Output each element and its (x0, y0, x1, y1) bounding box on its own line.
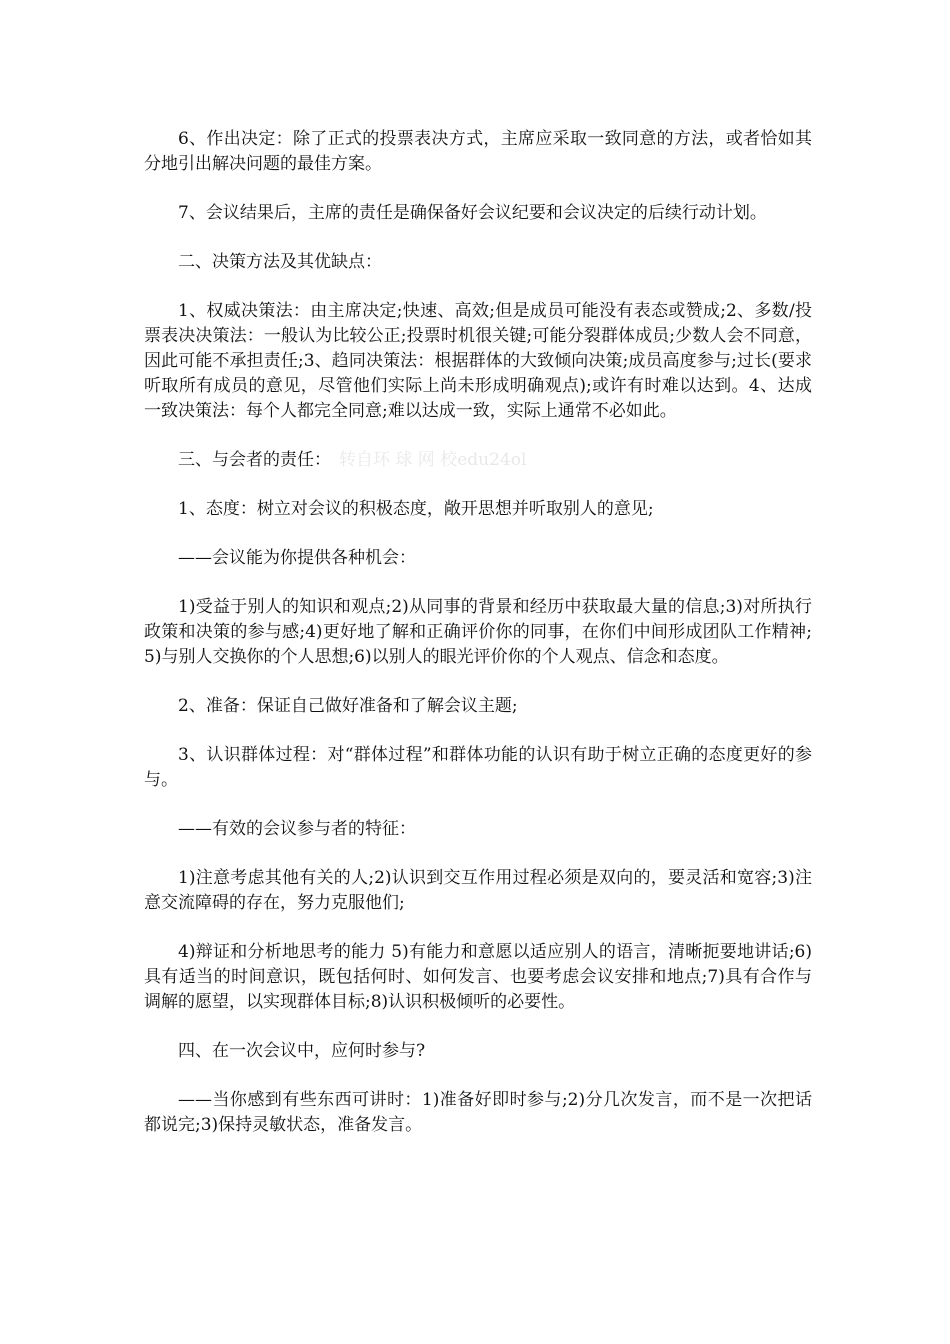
paragraph-opportunities-intro: ——会议能为你提供各种机会： (178, 548, 416, 568)
section-heading-decision-methods: 二、决策方法及其优缺点： (178, 252, 382, 272)
document-body (144, 127, 812, 1162)
paragraph-group-process: 3、认识群体过程：对“群体过程”和群体功能的认识有助于树立正确的态度更好的参与。 (144, 745, 812, 790)
paragraph-attitude: 1、态度：树立对会议的积极态度，敞开思想并听取别人的意见; (178, 499, 654, 519)
paragraph-traits-list-2: 4)辩证和分析地思考的能力 5)有能力和意愿以适应别人的语言，清晰扼要地讲话;6)具有适当的时间意识，既包括何时、如何发言、也要考虑会议安排和地点;7)具有合作与调解的愿望，以实现群体目标;8)认识积极倾听的必要性。 (144, 942, 812, 1012)
paragraph-when-to-speak: ——当你感到有些东西可讲时：1)准备好即时参与;2)分几次发言，而不是一次把话都说完;3)保持灵敏状态，准备发言。 (144, 1090, 812, 1135)
paragraph-traits-intro: ——有效的会议参与者的特征： (178, 819, 416, 839)
watermark-text: 转自环 球 网 校edu24ol (339, 450, 527, 470)
paragraph-traits-list-1: 1)注意考虑其他有关的人;2)认识到交互作用过程必须是双向的，要灵活和宽容;3)注意交流障碍的存在，努力克服他们; (144, 868, 812, 913)
section-heading-text: 三、与会者的责任： (178, 450, 331, 470)
paragraph-follow-up: 7、会议结果后，主席的责任是确保备好会议纪要和会议决定的后续行动计划。 (178, 203, 767, 223)
section-heading-participant-duties (144, 448, 812, 473)
paragraph-opportunities-list: 1)受益于别人的知识和观点;2)从同事的背景和经历中获取最大量的信息;3)对所执行政策和决策的参与感;4)更好地了解和正确评价你的同事，在你们中间形成团队工作精神;5)与别人交换你的个人思想;6)以别人的眼光评价你的个人观点、信念和态度。 (144, 597, 812, 667)
paragraph-decision-methods: 1、权威决策法：由主席决定;快速、高效;但是成员可能没有表态或赞成;2、多数/投票表决决策法：一般认为比较公正;投票时机很关键;可能分裂群体成员;少数人会不同意，因此可能不承担责任;3、趋同决策法：根据群体的大致倾向决策;成员高度参与;过长(要求听取所有成员的意见，尽管他们实际上尚未形成明确观点);或许有时难以达到。4、达成一致决策法：每个人都完全同意;难以达成一致，实际上通常不必如此。 (144, 301, 812, 421)
paragraph-preparation: 2、准备：保证自己做好准备和了解会议主题; (178, 696, 518, 716)
section-heading-when-to-participate: 四、在一次会议中，应何时参与? (178, 1041, 426, 1061)
paragraph-decision: 6、作出决定：除了正式的投票表决方式，主席应采取一致同意的方法，或者恰如其分地引出解决问题的最佳方案。 (144, 129, 812, 174)
